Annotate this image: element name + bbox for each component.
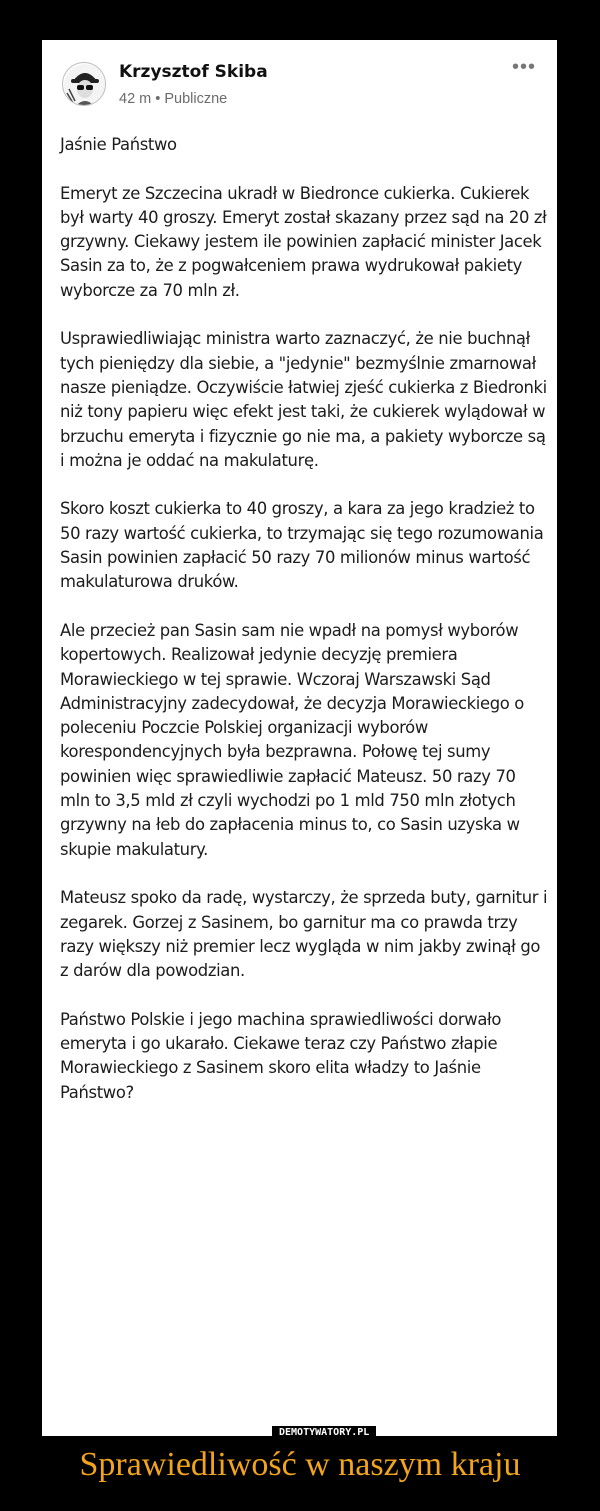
post-author[interactable]: Krzysztof Skiba (119, 62, 268, 82)
post-paragraph: Usprawiedliwiając ministra warto zaznaczyć, że nie buchnął tych pieniędzy dla siebie, a "jedynie" bezmyślnie zmarnował nasze pieniądze. Oczywiście łatwiej zjeść cukierka z Biedronki niż tony papieru więc efekt jest taki, że cukierek wylądował w brzuchu emeryta i fizycznie go nie ma, a pakiety wyborcze są i można je oddać na makulaturę. (60, 329, 547, 470)
post-paragraph: Państwo Polskie i jego machina sprawiedliwości dorwało emeryta i go ukarało. Ciekawe teraz czy Państwo złapie Morawieckiego z Sasinem skoro elita władzy to Jaśnie Państwo? (60, 1009, 502, 1102)
more-dots-icon[interactable]: ••• (512, 56, 537, 78)
post-paragraph: Ale przecież pan Sasin sam nie wpadł na pomysł wyborów kopertowych. Realizował jedynie decyzję premiera Morawieckiego w tej sprawie. Wczoraj Warszawski Sąd Administracyjny zadecydował, że decyzja Morawieckiego o poleceniu Poczcie Polskiej organizacji wyborów korespondencyjnych była bezprawna. Połowę tej sumy powinien więc sprawiedliwie zapłacić Mateusz. 50 razy 70 mln to 3,5 mld zł czyli wychodzi po 1 mld 750 mln złotych grzywny na łeb do zapłacenia minus to, co Sasin uzyska w skupie makulatury. (60, 620, 524, 859)
post-paragraph: Skoro koszt cukierka to 40 groszy, a kara za jego kradzież to 50 razy wartość cukierka, to trzymając się tego rozumowania Sasin powinien zapłacić 50 razy 70 milionów minus wartość makulaturowa druków. (60, 499, 544, 592)
post-paragraph: Jaśnie Państwo (60, 135, 177, 154)
post-paragraph: Emeryt ze Szczecina ukradł w Biedronce cukierka. Cukierek był warty 40 groszy. Emeryt został skazany przez sąd na 20 zł grzywny. Ciekawy jestem ile powinien zapłacić minister Jacek Sasin za to, że z pogwałceniem prawa wydrukował pakiety wyborcze za 70 mln zł. (60, 183, 547, 300)
post-meta: 42 m • Publiczne (119, 91, 228, 107)
caption-title: Sprawiedliwość w naszym kraju (79, 1446, 521, 1483)
demotivator-frame (42, 40, 557, 1436)
post-body (60, 133, 550, 1129)
avatar-portrait-icon[interactable] (62, 62, 106, 106)
watermark: DEMOTYWATORY.PL (272, 1426, 376, 1436)
post-paragraph: Mateusz spoko da radę, wystarczy, że sprzeda buty, garnitur i zegarek. Gorzej z Sasinem, bo garnitur ma co prawda trzy razy większy niż premier lecz wygląda w nim jakby zwinął go z darów dla powodzian. (60, 888, 548, 981)
